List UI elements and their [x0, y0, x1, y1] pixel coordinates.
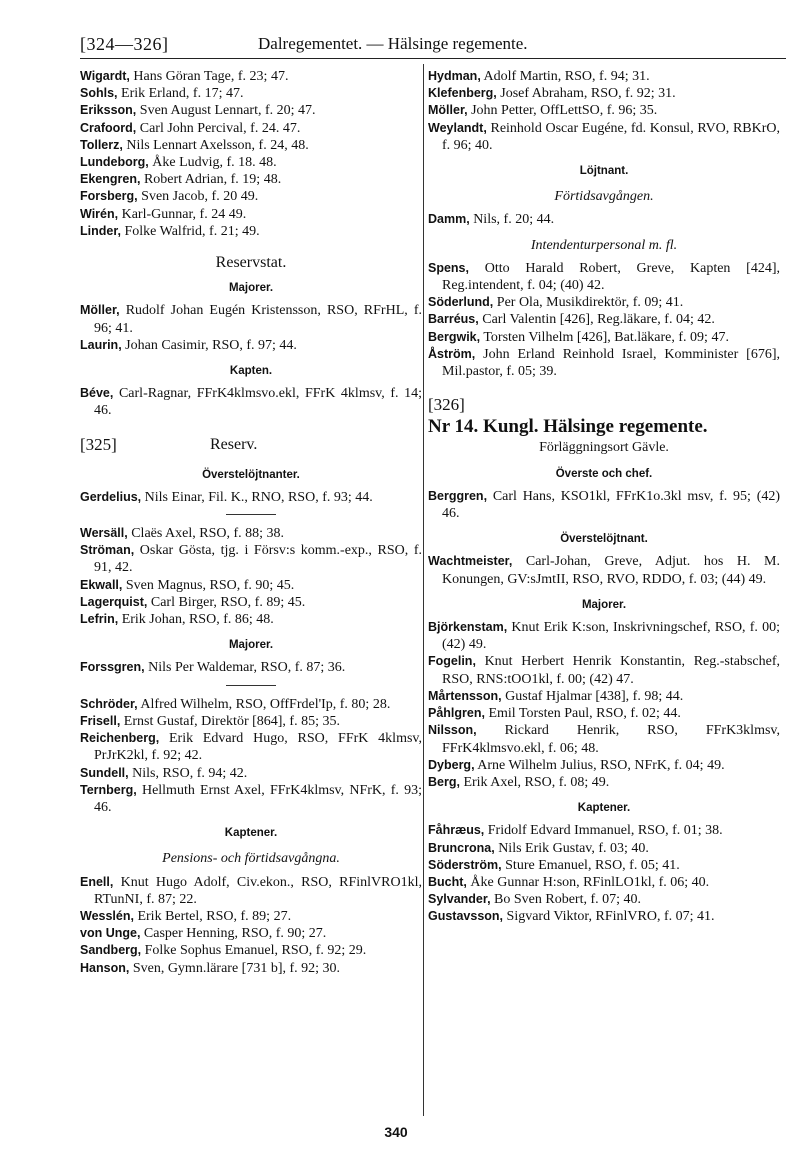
person-surname: Eriksson,: [80, 103, 137, 118]
person-entry: [428, 705, 780, 722]
person-entry: [80, 188, 422, 205]
person-entry: [428, 68, 780, 85]
separator-rule: [226, 514, 276, 515]
running-title: Dalregementet. — Hälsinge regemente.: [258, 34, 528, 53]
person-details: Sven Magnus, RSO, f. 90; 45.: [125, 577, 295, 593]
person-details: Erik Johan, RSO, f. 86; 48.: [121, 612, 274, 628]
person-entry: [80, 525, 422, 542]
person-details: Sture Emanuel, RSO, f. 05; 41.: [505, 857, 680, 873]
person-surname: Berggren,: [428, 488, 488, 503]
entry-list: [80, 696, 422, 816]
person-entry: [428, 346, 780, 380]
entry-list: [428, 619, 780, 791]
person-details: Josef Abraham, RSO, f. 92; 31.: [500, 86, 676, 102]
person-surname: Wigardt,: [80, 69, 130, 83]
person-entry: [80, 765, 422, 782]
person-surname: Weylandt,: [428, 120, 487, 135]
person-details: Erik Axel, RSO, f. 08; 49.: [463, 774, 610, 790]
person-details: Casper Henning, RSO, f. 90; 27.: [143, 926, 327, 942]
person-details: Carl-Ragnar, FFrK4klmsvo.ekl, FFrK 4klmsv, f. 14; 46.: [94, 386, 422, 419]
person-entry: [428, 294, 780, 311]
person-surname: Schröder,: [80, 696, 138, 711]
entry-list: [428, 488, 780, 522]
person-entry: [80, 102, 422, 119]
person-details: Torsten Vilhelm [426], Bat.läkare, f. 09; 47.: [483, 329, 729, 345]
person-surname: Bucht,: [428, 874, 467, 889]
person-entry: [80, 960, 422, 977]
person-entry: [80, 594, 422, 611]
person-details: Erik Erland, f. 17; 47.: [121, 86, 244, 102]
person-entry: [80, 85, 422, 102]
person-surname: Forsberg,: [80, 189, 138, 204]
entry-list: [428, 260, 780, 380]
person-entry: [428, 260, 780, 294]
column-divider: [423, 64, 424, 1116]
person-entry: [428, 619, 780, 653]
person-surname: Lagerquist,: [80, 594, 148, 609]
entry-list: [428, 553, 780, 587]
person-details: Arne Wilhelm Julius, RSO, NFrK, f. 04; 49.: [477, 757, 725, 773]
person-details: John Erland Reinhold Israel, Komminister [676], Mil.pastor, f. 05; 39.: [442, 346, 781, 380]
person-entry: [80, 489, 422, 506]
person-surname: Påhlgren,: [428, 706, 485, 721]
person-surname: Ekwall,: [80, 577, 123, 592]
person-details: Ernst Gustaf, Direktör [864], f. 85; 35.: [123, 713, 340, 729]
person-surname: Wachtmeister,: [428, 554, 513, 569]
person-details: Nils, f. 20; 44.: [473, 212, 555, 228]
entry-list: [80, 525, 422, 628]
person-details: John Petter, OffLettSO, f. 96; 35.: [471, 103, 658, 119]
person-surname: Ternberg,: [80, 782, 137, 797]
person-entry: [428, 653, 780, 687]
person-entry: [80, 68, 422, 85]
person-entry: [428, 85, 780, 102]
person-details: Knut Hugo Adolf, Civ.ekon., RSO, RFinlVRO1kl, RTunNI, f. 87; 22.: [94, 874, 423, 907]
person-entry: [428, 908, 780, 925]
person-entry: [428, 822, 780, 839]
person-details: Karl-Gunnar, f. 24 49.: [121, 206, 247, 222]
person-entry: [428, 311, 780, 328]
person-details: Sigvard Viktor, RFinlVRO, f. 07; 41.: [506, 909, 715, 925]
person-details: Adolf Martin, RSO, f. 94; 31.: [483, 69, 650, 84]
person-details: Johan Casimir, RSO, f. 97; 44.: [125, 337, 297, 353]
person-entry: [428, 120, 780, 154]
section-heading-kapten: Kapten.: [229, 365, 273, 378]
page-range: [324—326]: [80, 34, 169, 54]
page-header: [80, 30, 786, 59]
person-entry: [80, 696, 422, 713]
entry-list: [80, 659, 422, 676]
person-details: Hans Göran Tage, f. 23; 47.: [133, 69, 289, 84]
person-entry: [80, 385, 422, 419]
person-details: Folke Walfrid, f. 21; 49.: [124, 223, 260, 239]
person-surname: Björkenstam,: [428, 620, 508, 635]
person-surname: Béve,: [80, 386, 114, 401]
page-number: 340: [384, 1124, 408, 1140]
person-entry: [428, 688, 780, 705]
person-entry: [80, 302, 422, 336]
person-details: Carl John Percival, f. 24. 47.: [139, 120, 301, 136]
person-details: Reinhold Oscar Eugéne, fd. Konsul, RVO, RBKrO, f. 96; 40.: [442, 120, 781, 153]
person-surname: Fåhræus,: [428, 823, 485, 838]
person-entry: [80, 577, 422, 594]
person-entry: [428, 553, 780, 587]
person-surname: Laurin,: [80, 337, 122, 352]
person-entry: [80, 611, 422, 628]
person-details: Otto Harald Robert, Greve, Kapten [424], Reg.intendent, f. 04; (40) 42.: [442, 260, 780, 294]
page-marker-325: [325]: [80, 434, 117, 454]
person-entry: [80, 925, 422, 942]
person-details: Nils Per Waldemar, RSO, f. 87; 36.: [148, 660, 346, 676]
person-surname: Söderström,: [428, 857, 502, 872]
person-surname: Hanson,: [80, 960, 130, 975]
section-heading-majorer-2: Majorer.: [228, 639, 274, 652]
page-marker-326: [326]: [428, 395, 465, 415]
left-column: [80, 68, 422, 977]
person-entry: [428, 857, 780, 874]
person-details: Nils Lennart Axelsson, f. 24, 48.: [126, 137, 309, 153]
person-surname: Hydman,: [428, 69, 481, 83]
person-details: Carl Birger, RSO, f. 89; 45.: [150, 594, 306, 610]
person-surname: Crafoord,: [80, 120, 137, 135]
person-surname: Tollerz,: [80, 137, 123, 152]
person-surname: Frisell,: [80, 713, 121, 728]
person-entry: [80, 908, 422, 925]
person-entry: [80, 659, 422, 676]
garrison-line: Förläggningsort Gävle.: [539, 440, 669, 456]
person-details: Robert Adrian, f. 19; 48.: [143, 172, 282, 188]
person-surname: von Unge,: [80, 926, 141, 941]
person-entry: [80, 782, 422, 816]
person-details: Nils, RSO, f. 94; 42.: [132, 765, 248, 781]
reserv-header: [80, 430, 422, 458]
section-heading-lojtnant: Löjtnant.: [579, 165, 629, 178]
person-details: Oskar Gösta, tjg. i Försv:s komm.-exp., RSO, f. 91, 42.: [94, 543, 422, 576]
person-surname: Mårtensson,: [428, 688, 502, 703]
person-entry: [80, 874, 422, 908]
person-surname: Möller,: [80, 303, 120, 318]
person-details: Erik Bertel, RSO, f. 89; 27.: [137, 908, 292, 924]
person-entry: [428, 329, 780, 346]
person-details: Alfred Wilhelm, RSO, OffFrdel'Ip, f. 80; 28.: [140, 696, 391, 712]
person-details: Knut Erik K:son, Inskrivningschef, RSO, f. 00; (42) 49.: [442, 620, 780, 653]
person-details: Emil Torsten Paul, RSO, f. 02; 44.: [488, 706, 681, 722]
person-surname: Bruncrona,: [428, 840, 495, 855]
person-surname: Sohls,: [80, 86, 118, 101]
person-surname: Berg,: [428, 774, 460, 789]
person-surname: Barréus,: [428, 312, 479, 327]
person-entry: [80, 942, 422, 959]
person-surname: Bergwik,: [428, 329, 481, 344]
person-surname: Sylvander,: [428, 892, 491, 907]
person-entry: [428, 757, 780, 774]
section-heading-overstelojtnanter: Överstelöjtnanter.: [202, 468, 300, 481]
person-entry: [80, 206, 422, 223]
person-surname: Lundeborg,: [80, 155, 149, 170]
person-details: Fridolf Edvard Immanuel, RSO, f. 01; 38.: [487, 823, 723, 839]
person-details: Carl-Johan, Greve, Adjut. hos H. M. Konungen, GV:sJmtII, RSO, RVO, RDDO, f. 03; (44) 49.: [442, 554, 780, 587]
person-surname: Forssgren,: [80, 660, 145, 675]
section-heading-overste: Överste och chef.: [555, 467, 653, 480]
person-surname: Söderlund,: [428, 295, 494, 310]
person-surname: Gerdelius,: [80, 489, 142, 504]
section-heading-overstelojtnant: Överstelöjtnant.: [560, 533, 648, 546]
subheading-intendentur: Intendenturpersonal m. fl.: [530, 237, 678, 253]
person-surname: Damm,: [428, 212, 470, 227]
person-entry: [80, 542, 422, 576]
person-details: Nils Einar, Fil. K., RNO, RSO, f. 93; 44.: [144, 489, 373, 505]
entry-list: [428, 822, 780, 925]
entry-list: [80, 302, 422, 354]
person-details: Carl Valentin [426], Reg.läkare, f. 04; 42.: [482, 312, 715, 328]
person-surname: Nilsson,: [428, 723, 477, 738]
section-heading-majorer: Majorer.: [228, 282, 274, 295]
person-surname: Wesslén,: [80, 908, 134, 923]
entry-list: [428, 211, 780, 228]
person-entry: [80, 137, 422, 154]
entry-list: [80, 489, 422, 506]
person-surname: Klefenberg,: [428, 86, 497, 101]
person-details: Sven, Gymn.lärare [731 b], f. 92; 30.: [132, 960, 341, 976]
person-entry: [428, 102, 780, 119]
person-details: Sven Jacob, f. 20 49.: [141, 189, 259, 205]
person-entry: [428, 891, 780, 908]
person-details: Erik Edvard Hugo, RSO, FFrK 4klmsv, PrJrK2kl, f. 92; 42.: [94, 731, 422, 764]
person-surname: Fogelin,: [428, 654, 476, 669]
person-entry: [80, 730, 422, 764]
person-details: Åke Ludvig, f. 18. 48.: [152, 155, 277, 171]
person-details: Knut Herbert Henrik Konstantin, Reg.-stabschef, RSO, RNS:tOO1kl, f. 00; (42) 47.: [442, 654, 780, 687]
person-details: Bo Sven Robert, f. 07; 40.: [494, 892, 642, 908]
person-surname: Wirén,: [80, 206, 119, 221]
section-title-reservstat: Reservstat.: [215, 254, 287, 272]
section-heading-kaptener: Kaptener.: [577, 802, 631, 815]
person-entry: [428, 488, 780, 522]
person-surname: Möller,: [428, 103, 468, 118]
person-surname: Sundell,: [80, 765, 129, 780]
person-details: Carl Hans, KSO1kl, FFrK1o.3kl msv, f. 95; (42) 46.: [442, 488, 781, 522]
person-surname: Spens,: [428, 260, 469, 275]
person-entry: [428, 874, 780, 891]
person-details: Rickard Henrik, RSO, FFrK3klmsv, FFrK4klmsvo.ekl, f. 06; 48.: [442, 723, 781, 756]
person-details: Åke Gunnar H:son, RFinlLO1kl, f. 06; 40.: [470, 874, 710, 890]
person-details: Folke Sophus Emanuel, RSO, f. 92; 29.: [144, 943, 367, 959]
person-entry: [80, 223, 422, 240]
person-surname: Gustavsson,: [428, 909, 504, 924]
person-details: Claës Axel, RSO, f. 88; 38.: [131, 526, 285, 542]
entry-list: [80, 874, 422, 977]
person-entry: [428, 774, 780, 791]
person-details: Hellmuth Ernst Axel, FFrK4klmsv, NFrK, f. 93; 46.: [94, 782, 422, 815]
person-details: Per Ola, Musikdirektör, f. 09; 41.: [496, 295, 684, 311]
person-entry: [428, 722, 780, 756]
person-entry: [80, 713, 422, 730]
person-surname: Dyberg,: [428, 757, 475, 772]
person-surname: Åström,: [428, 346, 476, 361]
person-surname: Lefrin,: [80, 612, 119, 627]
person-surname: Sandberg,: [80, 943, 142, 958]
subheading-fortidsavgangen: Förtidsavgången.: [554, 189, 654, 205]
subheading-pensions: Pensions- och förtidsavgångna.: [162, 851, 340, 867]
section-title-reserv: Reserv.: [210, 435, 258, 453]
right-column: [428, 68, 780, 926]
regiment-title: Nr 14. Kungl. Hälsinge regemente.: [428, 416, 708, 438]
person-surname: Ströman,: [80, 543, 135, 558]
person-surname: Ekengren,: [80, 172, 141, 187]
person-details: Rudolf Johan Eugén Kristensson, RSO, RFrHL, f. 96; 41.: [94, 303, 422, 336]
person-surname: Reichenberg,: [80, 731, 160, 746]
person-entry: [428, 211, 780, 228]
person-details: Sven August Lennart, f. 20; 47.: [139, 103, 316, 119]
section-heading-majorer: Majorer.: [581, 598, 627, 611]
person-surname: Wersäll,: [80, 526, 128, 541]
person-entry: [80, 337, 422, 354]
separator-rule: [226, 685, 276, 686]
section-heading-kaptener: Kaptener.: [224, 827, 278, 840]
person-details: Nils Erik Gustav, f. 03; 40.: [498, 840, 649, 856]
entry-list: [80, 68, 422, 240]
person-entry: [80, 171, 422, 188]
person-entry: [80, 154, 422, 171]
person-entry: [80, 120, 422, 137]
person-entry: [428, 840, 780, 857]
person-details: Gustaf Hjalmar [438], f. 98; 44.: [505, 688, 684, 704]
person-surname: Enell,: [80, 874, 114, 889]
person-surname: Linder,: [80, 223, 121, 238]
entry-list: [80, 385, 422, 419]
entry-list: [428, 68, 780, 154]
